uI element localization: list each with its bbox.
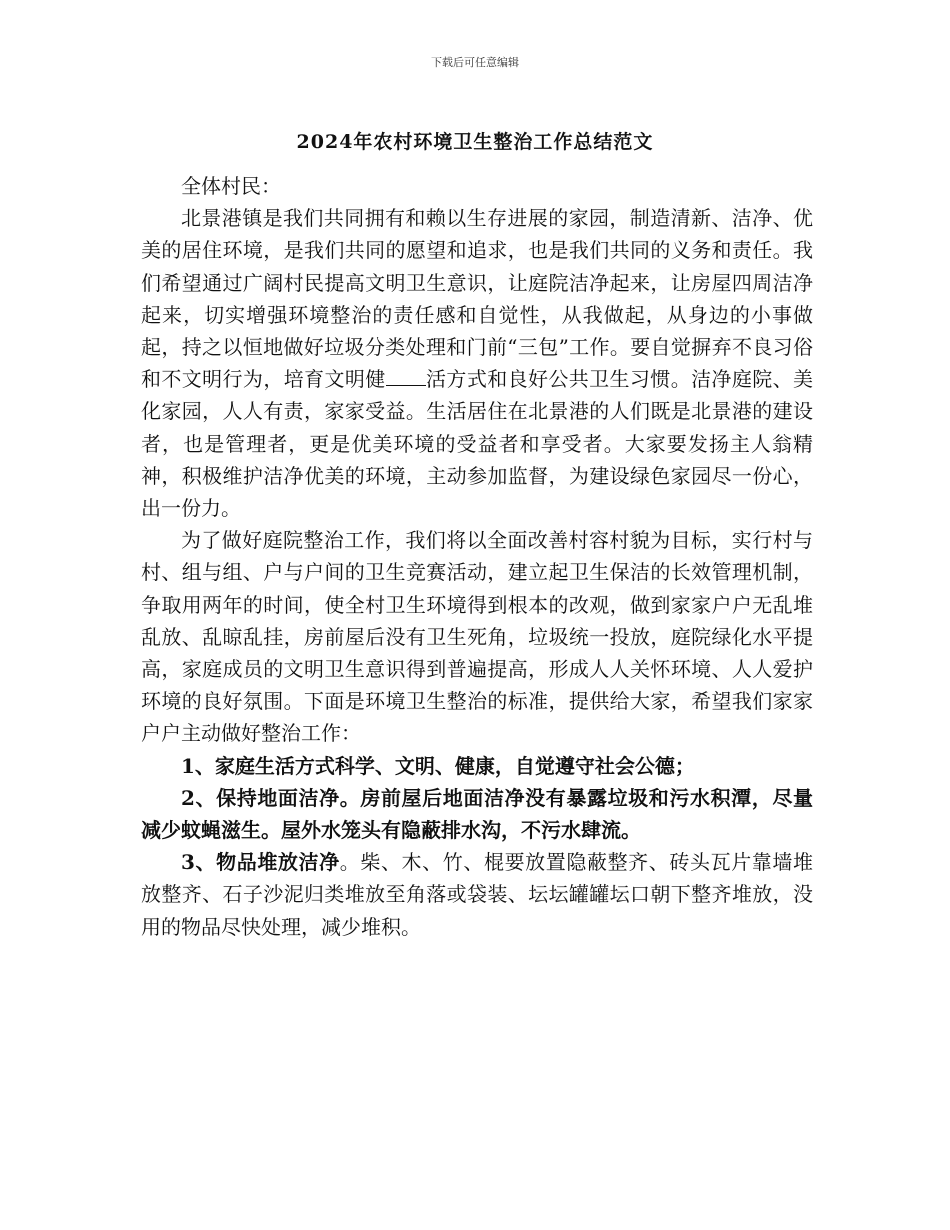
paragraph-2: 为了做好庭院整治工作，我们将以全面改善村容村貌为目标，实行村与村、组与组、户与户间的卫生竞赛活动，建立起卫生保洁的长效管理机制，争取用两年的时间，使全村卫生环境得到根本的改观，做到家家户户无乱堆乱放、乱晾乱挂，房前屋后没有卫生死角，垃圾统一投放，庭院绿化水平提高，家庭成员的文明卫生意识得到普遍提高，形成人人关怀环境、人人爱护环境的良好氛围。下面是环境卫生整治的标准，提供给大家，希望我们家家户户主动做好整治工作： [141, 528, 813, 746]
standard-item-3-rest: 。柴、木、竹、棍要放置隐蔽整齐、砖头瓦片靠墙堆放整齐、石子沙泥归类堆放至角落或袋装、坛坛罐罐坛口朝下整齐堆放，没用的物品尽快处理，减少堆积。 [141, 850, 814, 939]
paragraph-1 [141, 202, 813, 524]
salutation: 全体村民： [181, 174, 281, 198]
standard-item-3 [141, 846, 813, 943]
document-body [141, 170, 813, 943]
standard-item-2: 2、保持地面洁净。房前屋后地面洁净没有暴露垃圾和污水积潭，尽量减少蚊蝇滋生。屋外水笼头有隐蔽排水沟，不污水肆流。 [141, 785, 813, 843]
document-title: 2024年农村环境卫生整治工作总结范文 [296, 131, 654, 153]
header-note: 下载后可任意编辑 [431, 56, 519, 69]
paragraph-1-part-1: 北景港镇是我们共同拥有和赖以生存进展的家园，制造清新、洁净、优美的居住环境，是我们共同的愿望和追求，也是我们共同的义务和责任。我们希望通过广阔村民提高文明卫生意识，让庭院洁净起来，让房屋四周洁净起来，切实增强环境整治的责任感和自觉性，从我做起，从身边的小事做起，持之以恒地做好垃圾分类处理和门前“三包”工作。要自觉摒弃不良习俗和不文明行为，培育文明健 [141, 206, 813, 392]
paragraph-1-part-2: 活方式和良好公共卫生习惯。洁净庭院、美化家园，人人有责，家家受益。生活居住在北景港的人们既是北景港的建设者，也是管理者，更是优美环境的受益者和享受者。大家要发扬主人翁精神，积极维护洁净优美的环境，主动参加监督，为建设绿色家园尽一份心，出一份力。 [141, 367, 814, 521]
standard-item-1: 1、家庭生活方式科学、文明、健康，自觉遵守社会公德； [181, 753, 695, 778]
standard-item-3-lead: 3、物品堆放洁净 [181, 850, 340, 875]
fill-in-blank [386, 365, 426, 386]
